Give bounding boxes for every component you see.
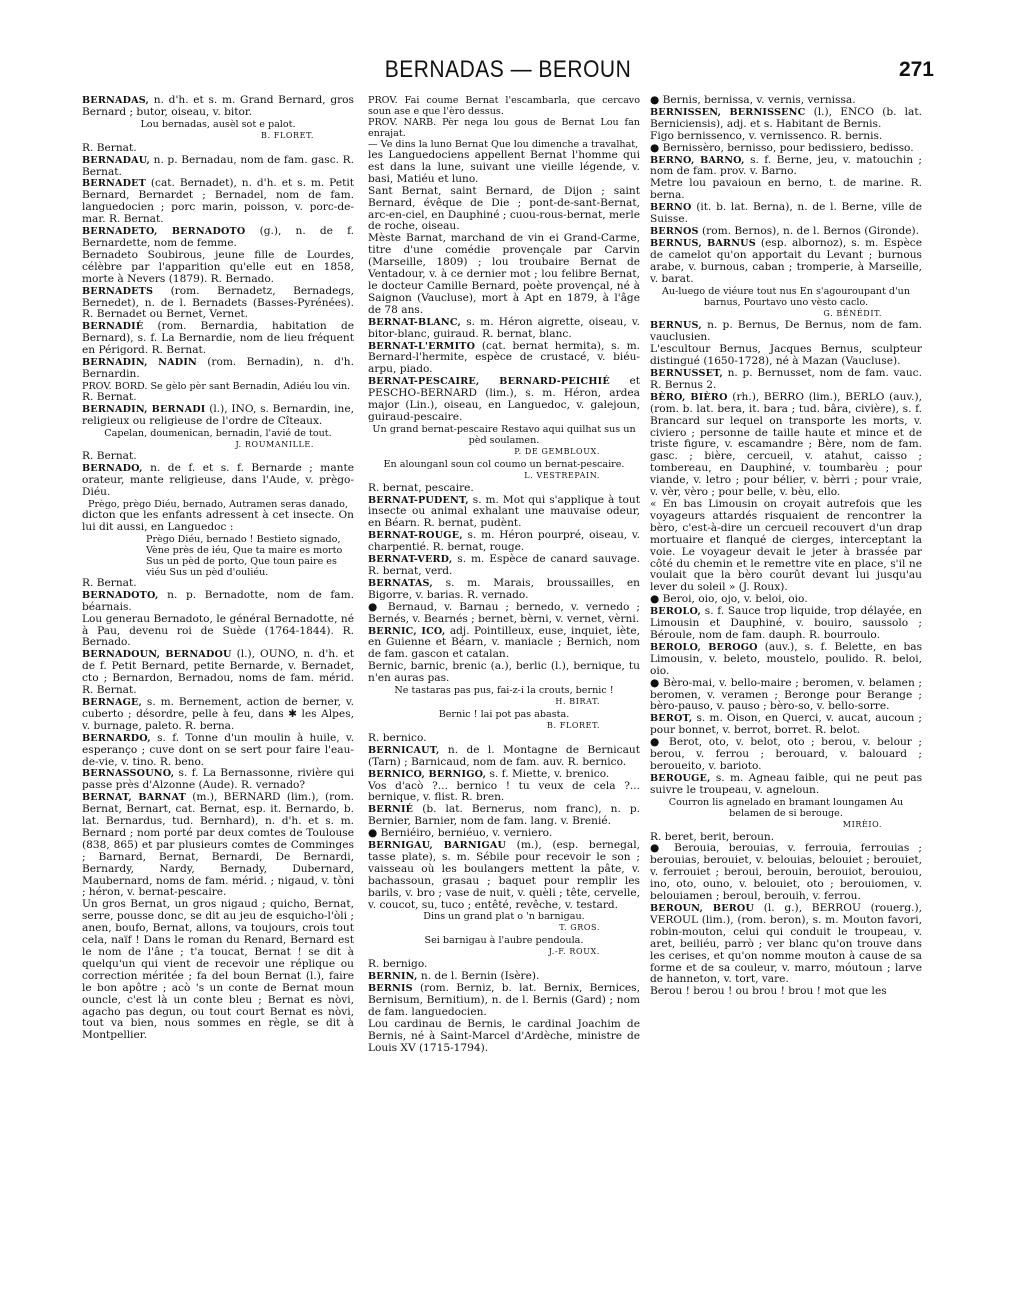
entry-text: s. m. Bernement, action de berner, v. cuberto ; désordre, pelle à feu, dans ✱ les Alpes, v. burnage, paleto. R. berna. [82,695,354,732]
dictionary-entry [650,903,922,986]
headword: BERNO, BARNO, [650,154,745,166]
dictionary-entry [82,649,354,697]
entry-text: Un gros Bernat, un gros nigaud ; quicho, Bernat, serre, pousse donc, se dit au jeu de esquicho-l'òli ; anen, boufo, Bernat, allons, va toujours, crois tout cela, naïf ! Dans le roman du Renard, Bernard est le nom de l'âne ; t'a toucat, Bernat ! se dit à quelqu'un qui vient de recevoir une réplique ou correction méritée ; fa del boun Bernat (l.), faire le bon apôtre ; acò 's un conte de Bernat moun ouncle, c'est là un conte bleu ; Bernat es nòvi, agacho pas degun, ou tout court Bernat es nòvi, tout va bien, nous sommes en règle, se dit à Montpellier. [82,898,354,1042]
dictionary-entry [368,376,640,424]
entry-text: s. m. Marais, broussailles, en Bigorre, v. barias. R. vernado. [368,576,640,601]
dictionary-entry [82,590,354,614]
citation-quote: Bernic ! lai pot pas abasta. [438,708,570,720]
dictionary-entry [368,626,640,662]
entry-text: adj. Pointilleux, euse, inquiet, iète, en Guienne et Béarn, v. maniacle ; Bernich, nom de fam. gascon et catalan. [368,624,640,661]
proverb: PROV. Fai coume Bernat l'escambarla, que cercavo soun ase e que l'èro dessus. [368,95,640,117]
entry-text: (rom. Bernos), n. de l. Bernos (Gironde). [698,224,920,237]
entry-text: (l.), INO, s. Bernardin, ine, religieux ou religieuse de l'ordre de Cîteaux. [82,402,354,427]
dictionary-entry [650,737,922,773]
dictionary-entry [368,233,640,316]
dictionary-entry [650,238,922,286]
entry-text: n. p. Bernus, De Bernus, nom de fam. vauclusien. [650,319,922,344]
entry-text: R. Bernat. [82,390,137,403]
dictionary-entry [368,1019,640,1055]
dictionary-entry [82,286,354,322]
entry-text: (b. lat. Bernerus, nom franc), n. p. Bernier, Barnier, nom de fam. lang. v. Brenié. [368,803,640,828]
headword: BERNAT-PESCAIRE, BERNARD-PEICHIÉ [368,376,610,388]
headword: BERNIS [368,983,413,995]
column-1 [82,95,354,1042]
citation-author: J.-F. ROUX. [548,947,600,957]
headword: BERNATAS, [368,577,433,589]
headword: BERNASSOUNO, [82,768,175,780]
entry-text: ● Bernissèro, bernisso, pour bedissiero, bedisso. [650,141,914,154]
entry-text: n. d'h. et s. m. Grand Bernard, gros Bernard ; butor, oiseau, v. bitor. [82,94,354,118]
proverb: PROV. BORD. Se gèlo pèr sant Bernadin, Adiéu lou vin. [82,380,351,392]
dictionary-entry [368,578,640,602]
headword: BERNIÉ [368,804,414,816]
headword: BERNICAUT, [368,744,440,756]
entry-text: (g.), n. de f. Bernardette, nom de femme. [82,225,355,249]
entry-text: R. bernigo. [368,958,428,971]
headword: BERNAT, BARNAT [82,792,186,804]
citation-author: G. BÉNÉDIT. [823,308,882,318]
dictionary-entry [82,321,354,357]
entry-text: Lou generau Bernadoto, le général Bernadotte, né à Pau, devenu roi de Suède (1764-1844). R. Bernado. [82,612,354,649]
citation-author: B. FLORET. [261,130,314,140]
dictionary-entry [368,840,640,911]
citation-quote: Sei barnigau à l'aubre pendoula. [424,935,584,947]
dictionary-entry [650,368,922,392]
dictionary-entry [368,661,640,685]
dictionary-entry [368,317,640,341]
entry-text: dicton que les enfants adressent à cet insecte. On lui dit aussi, en Languedoc : [82,509,354,533]
entry-text: n. de f. et s. f. Bernarde ; mante orateur, mante religieuse, dans l'Aude, v. prègo-Diéu. [82,462,354,499]
entry-text: R. beret, berit, beroun. [650,830,775,843]
entry-text: s. m. Héron aigrette, oiseau, v. bitor-blanc, guiraud. R. bernat, blanc. [368,315,640,340]
headword: BERNADET [82,178,146,190]
dictionary-entry [82,155,354,179]
entry-text: s. m. Héron pourpré, oiseau, v. charpentié. R. bernat, rouge. [368,529,640,554]
headword: BERNAT-ROUGE, [368,530,463,542]
entry-text: « En bas Limousin on croyait autrefois que les voyageurs attardés risquaient de rencontrer la bèro, c'est-à-dire un cercueil recouvert d'un drap mortuaire et flanqué de cierges, interceptant la voie. Le voyageur devait le jeter à brassée par côté du chemin et le remettre vite en place, s'il ne voulait que la bèro courût devant lui jusqu'au lever du soleil » (J. Roux). [650,498,922,594]
entry-text: Bernadeto Soubirous, jeune fille de Lourdes, célèbre par l'apparition qu'elle eut en 1858, morte à Nevers (1879). R. Bernado. [82,248,354,285]
citation-quote: Lou bernadas, ausèl sot e palot. [140,118,296,130]
dictionary-entry [82,226,354,250]
entry-text: les Languedociens appellent Bernat l'homme qui est dans la lune, suivant une vieille légende, v. basi, Matiéu et luno. [368,149,640,185]
headword: BERNADIN, BERNADI [82,403,206,415]
headword: BERNIN, [368,971,418,983]
entry-text: ● Bèro-mai, v. bello-maire ; beromen, v. belamen ; beromen, v. veramen ; Beronge pour Berange ; bèro-pauso, v. pauso ; bèro-so, v. bello-sorre. [650,676,922,713]
headword: BERNADOTO, [82,589,159,601]
headword: BERNUS, BARNUS [650,237,756,249]
dictionary-entry [82,614,354,650]
headword: BÈRO, BIÈRO [650,391,728,403]
citation-quote: Ne tastaras pas pus, fai-z-i la crouts, bernic ! [394,685,614,697]
entry-text: ● Berot, oto, v. belot, oto ; berou, v. belour ; berou, v. ferrou ; berouard, v. balouard ; beroueito, v. barioto. [650,736,922,772]
dictionary-entry [82,899,354,1042]
dictionary-entry [368,495,640,531]
headword: BERNADETO, BERNADOTO [82,226,246,238]
dictionary-entry [650,155,922,179]
entry-text: s. f. Miette, v. brenico. [486,767,610,780]
entry-text: (rom. Bernadetz, Bernadegs, Bernedet), n. de l. Bernadets (Basses-Pyrénées). R. Bernadet ou Bernet, Vernet. [82,284,354,321]
entry-text: Vos d'acò ?... bernico ! tu veux de cela ?... bernique, v. flist. R. bren. [368,779,640,804]
entry-text: Metre lou pavaioun en berno, t. de marine. R. berna. [650,177,922,202]
dictionary-entry [650,392,922,499]
headword: BERNUS, [650,320,702,332]
entry-text: ● Bernaud, v. Barnau ; bernedo, v. vernedo ; Bernés, v. Bearnés ; bernet, bèrni, v. vernet, vèrni. [368,600,640,625]
entry-text: s. m. Mot qui s'applique à tout insecte ou animal exhalant une mauvaise odeur, en Béarn. R. bernat, pudènt. [368,493,640,530]
entry-text: s. m. Espèce de canard sauvage. R. bernat, verd. [368,553,640,577]
entry-text: (rh.), BERRO (lim.), BERLO (auv.), (rom. b. lat. bera, it. bara ; tud. bâra, civière), s. f. Brancard sur lequel on transporte les morts, v. civiero ; personne de taille haute et mince et de triste figure, v. escamandre ; Bère, nom de fam. gasc. ; bière, cercueil, v. atahut, caisso ; tombereau, en Dauphiné, v. toumbarèu ; pour viande, v. letro ; pour bélier, v. bèrri ; pour vraie, v. vèr, vèro ; pour belle, v. bèu, ello. [650,390,922,499]
entry-text: (auv.), s. f. Belette, en bas Limousin, v. beleto, moustelo, poulido. R. beloi, oio. [650,640,923,677]
entry-text: (it. b. lat. Berna), n. de l. Berne, ville de Suisse. [650,201,922,226]
proverb: PROV. NARB. Pèr nega lou gous de Bernat Lou fan enrajat. [368,117,640,139]
dictionary-entry [368,602,640,626]
headword: BEROT, [650,713,693,725]
entry-text: Berou ! berou ! ou brou ! brou ! mot que les [650,985,887,998]
entry-text: R. Bernat. [82,450,137,463]
headword: BEROUN, BEROU [650,903,755,914]
dictionary-entry [82,463,354,499]
headword: BERNUSSET, [650,368,723,380]
entry-text: Lou cardinau de Bernis, le cardinal Joachim de Bernis, né à Saint-Marcel d'Ardèche, ministre de Louis XV (1715-1794). [368,1017,640,1054]
entry-text: s. f. La Bernassonne, rivière qui passe près d'Alzonne (Aude). R. vernado? [82,767,354,792]
citation-author: J. ROUMANILLE. [235,439,314,449]
citation-author: H. BIRAT. [555,697,600,707]
headword: BERNAT-VERD, [368,554,453,566]
entry-text: (l.), ENCO (b. lat. Berniciensis), adj. et s. Habitant de Bernis. [650,105,922,130]
dictionary-entry [82,733,354,769]
citation-quote: Prègo, prègo Diéu, bernado, Autramen seras danado, [87,499,349,511]
dictionary-entry [368,530,640,554]
column-3 [650,95,922,998]
entry-text: ● Berouia, berouias, v. ferrouia, ferrouias ; berouias, berouiet, v. belouias, belouiet ; berouiet, v. ferrouiet ; beroui, berouin, berouiot, berouiou, ino, oto, ouno, v. belouiet, oto ; berouiomen, v. belouiamen ; beroul, berouih, v. ferrou. [650,842,922,903]
headword: BERNAT-PUDENT, [368,494,469,506]
headword: BERNADIN, NADIN [82,357,197,369]
entry-text: n. de l. Montagne de Bernicaut (Tarn) ; Barnicaud, nom de fam. auv. R. bernico. [368,743,640,768]
headword: BERNADAU, [82,154,150,166]
entry-text: (rom. Berniz, b. lat. Bernix, Bernices, Bernisum, Bernitium), n. de l. Bernis (Gard) ; nom de fam. languedocien. [368,982,640,1018]
dictionary-entry [82,792,354,899]
entry-text: (l.), OUNO, n. d'h. et de f. Petit Bernard, petite Bernarde, v. Bernadet, cto ; Bernardon, Bernadou, noms de fam. mérid. R. Bernat. [82,648,354,697]
entry-text: L'escultour Bernus, Jacques Bernus, sculpteur distingué (1650-1728), né à Mazan (Vaucluse). [650,343,922,368]
headword: BERNIGAU, BARNIGAU [368,840,507,852]
citation-author: B. FLORET. [547,720,600,730]
dictionary-entry [650,986,922,998]
dictionary-entry [368,781,640,805]
entry-text: R. bernat, pescaire. [368,481,474,494]
citation-quote: Capelan, doumenican, bernadin, l'avié de tout. [104,427,332,439]
entry-text: (rom. Bernadin), n. d'h. Bernardin. [82,356,354,380]
dictionary-entry [368,186,640,234]
dictionary-entry [650,107,922,131]
entry-text: n. p. Bernadau, nom de fam. gasc. R. Bernat. [82,153,354,178]
proverb: — Ve dins la luno Bernat Que lou dimenche a travalhat, [368,139,639,150]
dictionary-entry [82,510,354,534]
page-header [82,58,934,88]
headword: BERNISSEN, BERNISSENC [650,106,806,118]
dictionary-entry [82,697,354,733]
headword: BERNADETS [82,285,154,297]
dictionary-entry [650,320,922,344]
citation-author: MIRÈIO. [842,819,882,829]
dictionary-entry [650,678,922,714]
entry-text: Mèste Barnat, marchand de vin ei Grand-Carme, titre d'une comédie provençale par Carvin (Marseille, 1809) ; lou troubaire Bernat de Ventadour, v. à ce dernier mot ; lou felibre Bernat, le docteur Camille Bernard, poète provençal, né à Saignon (Vaucluse), mort à Apt en 1879, à l'âge de 78 ans. [368,232,640,316]
citation-author: T. GROS. [559,923,600,933]
citation-quote: En alounganl soun col coumo un bernat-pescaire. [383,458,625,470]
entry-text: ● Berniéiro, berniéuo, v. verniero. [368,827,553,840]
dictionary-entry [82,178,354,226]
entry-text: et PESCHO-BERNARD (lim.), s. m. Héron, ardea major (Lin.), oiseau, en Languedoc, v. galejoun, guiraud-pescaire. [368,375,640,423]
page-number: 271 [898,58,934,81]
headword: BERNADOUN, BERNADOU [82,649,232,661]
entry-text: (m.), (esp. bernegal, tasse plate), s. m. Sébile pour recevoir le son ; vaisseau où les boulangers mettent la pâte, v. bachassoun, grasau ; baquet pour remplir les barils, v. bro ; vase de nuit, v. quèli ; tête, cervelle, v. coucot, su, tuco ; entêté, revêche, v. testard. [368,839,640,911]
entry-text: ● Beroi, oio, ojo, v. beloi, oio. [650,593,808,606]
dictionary-entry [650,344,922,368]
entry-text: (esp. albornoz), s. m. Espèce de camelot qu'on apportait du Levant ; burnous arabe, v. burnous, caban ; tromperie, à Marseille, v. barat. [650,236,922,285]
citation-quote: Dins un grand plat o 'n barnigau. [423,911,585,923]
dictionary-entry [82,357,354,381]
headword: BERNIC, ICO, [368,625,446,637]
dictionary-entry [650,773,922,797]
dictionary-entry [650,499,922,594]
entry-text: Sant Bernat, saint Bernard, de Dijon ; saint Bernard, évêque de Die ; pont-de-sant-Bernat, arc-en-ciel, en Dauphiné ; cuou-rous-bernat, merle de roche, oiseau. [368,184,640,233]
dictionary-entry [368,804,640,828]
citation-quote: Courron lis agnelado en bramant loungamen Au belamen de si berouge. [668,796,904,819]
headword: BEROLO, [650,606,702,618]
headword: BERNAGE, [82,696,143,708]
headword: BEROLO, BEROGO [650,641,758,653]
entry-text: R. Bernat. [82,576,137,589]
citation-author: P. DE GEMBLOUX. [514,446,600,456]
headword: BERNO [650,202,692,214]
dictionary-entry [368,554,640,578]
entry-text: s. f. Berne, jeu, v. matouchin ; nom de fam. prov. v. Barno. [650,153,922,178]
entry-text: (cat. Bernadet), n. d'h. et s. m. Petit Bernard, Bernardet ; Bernadel, nom de fam. languedocien ; porc marin, poisson, v. porc-de-mar. R. Bernat. [82,177,354,226]
running-title: BERNADAS — BEROUN [384,56,632,83]
headword: BERNICO, BERNIGO, [368,768,487,780]
entry-text: n. p. Bernusset, nom de fam. vauc. R. Bernus 2. [650,367,922,391]
dictionary-entry [650,843,922,903]
headword: BERNADO, [82,463,143,475]
dictionary-entry [368,150,640,186]
entry-text: n. de l. Bernin (Isère). [417,970,540,983]
entry-text: s. m. Agneau faible, qui ne peut pas suivre le troupeau, v. agneloun. [650,771,922,796]
entry-text: R. bernico. [368,731,427,744]
dictionary-entry [650,202,922,226]
headword: BERNADIÉ [82,321,144,333]
entry-text: (cat. bernat hermita), s. m. Bernard-l'hermite, espèce de crustacé, v. biéu-arpu, piado. [368,339,640,376]
citation-quote: Un grand bernat-pescaire Restavo aqui quilhat sus un pèd soulamen. [372,423,636,446]
entry-text: s. m. Oison, en Querci, v. aucat, aucoun ; pour bonnet, v. berrot, borret. R. belot. [650,712,922,737]
entry-text: n. p. Bernadotte, nom de fam. béarnais. [82,588,354,613]
headword: BERNAT-L'ERMITO [368,340,476,352]
headword: BERNADAS, [82,95,150,106]
headword: BERNARDO, [82,732,151,744]
dictionary-entry [650,606,922,642]
entry-text: R. Bernat. [82,141,137,154]
dictionary-entry [82,95,354,119]
headword: BERNOS [650,225,699,237]
dictionary-entry [82,250,354,286]
entry-text: ● Bernis, bernissa, v. vernis, vernissa. [650,94,856,106]
entry-text: Bernic, barnic, brenic (a.), berlic (l.), bernique, tu n'en auras pas. [368,660,640,685]
entry-text: (l. g.), BERROU (rouerg.), VEROUL (lim.), (rom. beron), s. m. Mouton favori, robin-mouton, celui qui conduit le troupeau, v. aret, beiliéu, parrò ; ver blanc qu'on trouve dans les cerises, et qu'on nomme mouton à cause de sa forme et de sa couleur, v. marro, móutoun ; larve de hanneton, v. tort, vare. [650,902,922,986]
headword: BEROUGE, [650,772,711,784]
citation-quote: Prègo Diéu, bernado ! Bestieto signado, Vène près de iéu, Que ta maire es morto Sus un pèd de porto, Que toun paire es viéu Sus un pèd d'ouliéu. [146,533,343,578]
dictionary-entry [650,713,922,737]
entry-text: s. f. Tonne d'un moulin à huile, v. esperanço ; cuve dont on se sert pour faire l'eau-de-vie, v. tino. R. beno. [82,731,354,768]
entry-text: (m.), BERNARD (lim.), (rom. Bernat, Bernart, cat. Bernat, esp. it. Bernardo, b. lat. Bernardus, tud. Bernhard), n. d'h. et s. m. Bernard ; nom porté par deux comtes de Toulouse (838, 865) et par plusieurs comtes de Comminges ; Barnard, Bernat, Bernardi, De Bernardi, Bernardy, Nardy, Bernady, Dubernard, Maubernard, noms de fam. mérid. ; nigaud, v. tòni ; héron, v. bernat-pescaire. [82,791,355,899]
dictionary-entry [82,404,354,428]
entry-text: Figo bernissenco, v. vernissenco. R. bernis. [650,129,883,142]
headword: BERNAT-BLANC, [368,316,462,328]
dictionary-entry [650,178,922,202]
citation-quote: Au-luego de viéure tout nus En s'agouroupant d'un barnus, Pourtavo uno vèsto caclo. [661,285,911,308]
entry-text: s. f. Sauce trop liquide, trop délayée, en Limousin et Dauphiné, v. bouiro, saussolo ; Béroule, nom de fam. dauph. R. bourroulo. [650,605,922,641]
dictionary-entry [368,983,640,1019]
dictionary-entry [650,642,922,678]
dictionary-entry [82,768,354,792]
citation-author: L. VESTREPAIN. [524,470,600,480]
entry-text: (rom. Bernardia, habitation de Bernard), s. f. La Bernardie, nom de lieu fréquent en Périgord. R. Bernat. [82,320,354,357]
dictionary-entry [368,341,640,377]
dictionary-entry [368,745,640,769]
column-2 [368,95,640,1055]
